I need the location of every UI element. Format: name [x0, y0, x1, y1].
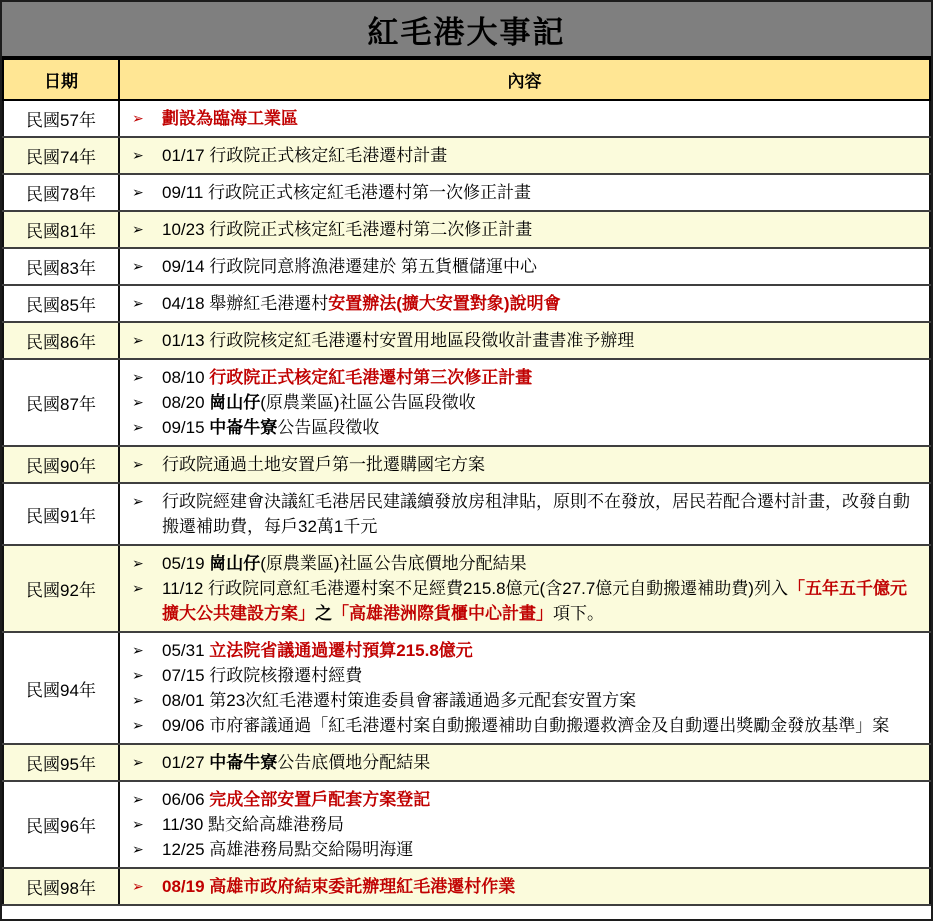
text-segment: 09/06 市府審議通過「紅毛港遷村案自動搬遷補助自動搬遷救濟金及自動遷出獎勵金發放基準」案 — [162, 716, 890, 735]
text-segment: 08/19 高雄市政府結束委託辦理紅毛港遷村作業 — [162, 877, 516, 896]
date-cell: 民國86年 — [3, 322, 119, 359]
content-cell — [119, 359, 930, 446]
content-line — [132, 750, 921, 775]
date-cell: 民國81年 — [3, 211, 119, 248]
content-text — [162, 143, 921, 168]
bullet-arrow-icon: ➢ — [132, 147, 144, 163]
content-text — [162, 489, 921, 539]
bullet-arrow-icon: ➢ — [132, 580, 144, 596]
column-header-content: 內容 — [119, 59, 930, 100]
content-line — [132, 254, 921, 279]
content-line — [132, 106, 921, 131]
content-cell — [119, 137, 930, 174]
text-segment: 行政院正式核定紅毛港遷村第三次修正計畫 — [209, 368, 533, 387]
bullet-arrow-icon: ➢ — [132, 841, 144, 857]
bullet-arrow-icon: ➢ — [132, 754, 144, 770]
text-segment: 崗山仔 — [209, 393, 261, 412]
text-segment: 之 — [315, 604, 332, 623]
bullet-arrow-icon: ➢ — [132, 667, 144, 683]
content-cell — [119, 868, 930, 905]
table-row — [3, 211, 930, 248]
text-segment: 04/18 舉辦紅毛港遷村 — [162, 294, 329, 313]
text-segment: 01/13 行政院核定紅毛港遷村安置用地區段徵收計畫書准予辦理 — [162, 331, 635, 350]
content-line — [132, 180, 921, 205]
content-line — [132, 787, 921, 812]
table-row — [3, 100, 930, 137]
content-line — [132, 551, 921, 576]
table-header-row — [3, 59, 930, 100]
text-segment: 中崙牛寮 — [209, 418, 278, 437]
page-title: 紅毛港大事記 — [367, 14, 566, 50]
text-segment: 崗山仔 — [209, 554, 261, 573]
bullet-arrow-icon: ➢ — [132, 642, 144, 658]
content-text — [162, 365, 921, 390]
date-cell: 民國85年 — [3, 285, 119, 322]
text-segment: 公告底價地分配結果 — [277, 753, 431, 772]
content-text — [162, 415, 921, 440]
content-cell — [119, 285, 930, 322]
text-segment: 09/15 — [162, 418, 210, 437]
content-cell — [119, 174, 930, 211]
content-line — [132, 328, 921, 353]
content-cell — [119, 446, 930, 483]
text-segment: 08/01 第23次紅毛港遷村策進委員會審議通過多元配套安置方案 — [162, 691, 637, 710]
content-cell — [119, 744, 930, 781]
table-row — [3, 781, 930, 868]
bullet-arrow-icon: ➢ — [132, 816, 144, 832]
bullet-arrow-icon: ➢ — [132, 419, 144, 435]
content-line — [132, 713, 921, 738]
text-segment: 06/06 — [162, 790, 210, 809]
bullet-arrow-icon: ➢ — [132, 493, 144, 509]
text-segment: (原農業區)社區公告底價地分配結果 — [260, 554, 527, 573]
timeline-table — [2, 58, 931, 906]
table-row — [3, 137, 930, 174]
content-text — [162, 452, 921, 477]
content-text — [162, 180, 921, 205]
content-text — [162, 576, 921, 626]
content-cell — [119, 248, 930, 285]
table-row — [3, 483, 930, 545]
content-text — [162, 254, 921, 279]
bullet-arrow-icon: ➢ — [132, 258, 144, 274]
content-line — [132, 837, 921, 862]
content-text — [162, 874, 921, 899]
bullet-arrow-icon: ➢ — [132, 456, 144, 472]
text-segment: 01/27 — [162, 753, 210, 772]
content-cell — [119, 483, 930, 545]
content-cell — [119, 322, 930, 359]
text-segment: 09/14 行政院同意將漁港遷建於 第五貨櫃儲運中心 — [162, 257, 537, 276]
content-line — [132, 415, 921, 440]
text-segment: 項下。 — [553, 604, 604, 623]
content-text — [162, 217, 921, 242]
bullet-arrow-icon: ➢ — [132, 717, 144, 733]
bullet-arrow-icon: ➢ — [132, 369, 144, 385]
date-cell: 民國57年 — [3, 100, 119, 137]
content-text — [162, 663, 921, 688]
table-row — [3, 285, 930, 322]
column-header-date: 日期 — [3, 59, 119, 100]
content-line — [132, 365, 921, 390]
content-line — [132, 638, 921, 663]
table-row — [3, 446, 930, 483]
content-line — [132, 390, 921, 415]
content-cell — [119, 545, 930, 632]
text-segment: 07/15 行政院核撥遷村經費 — [162, 666, 363, 685]
bullet-arrow-icon: ➢ — [132, 295, 144, 311]
text-segment: 完成全部安置戶配套方案登記 — [209, 790, 431, 809]
date-cell: 民國83年 — [3, 248, 119, 285]
table-row — [3, 322, 930, 359]
table-row — [3, 174, 930, 211]
bullet-arrow-icon: ➢ — [132, 221, 144, 237]
bullet-arrow-icon: ➢ — [132, 110, 144, 126]
content-cell — [119, 632, 930, 744]
text-segment: 12/25 高雄港務局點交給陽明海運 — [162, 840, 414, 859]
text-segment: 立法院省議通過遷村預算215.8億元 — [209, 641, 473, 660]
content-text — [162, 812, 921, 837]
text-segment: 05/31 — [162, 641, 210, 660]
table-row — [3, 359, 930, 446]
text-segment: 05/19 — [162, 554, 210, 573]
text-segment: 01/17 行政院正式核定紅毛港遷村計畫 — [162, 146, 448, 165]
bullet-arrow-icon: ➢ — [132, 692, 144, 708]
date-cell: 民國94年 — [3, 632, 119, 744]
text-segment: (原農業區)社區公告區段徵收 — [260, 393, 476, 412]
text-segment: 行政院通過土地安置戶第一批遷購國宅方案 — [162, 455, 485, 474]
content-text — [162, 688, 921, 713]
content-text — [162, 750, 921, 775]
content-line — [132, 688, 921, 713]
title-bar — [2, 2, 931, 58]
timeline-table-body — [3, 100, 930, 905]
content-text — [162, 787, 921, 812]
bullet-arrow-icon: ➢ — [132, 184, 144, 200]
text-segment: 劃設為臨海工業區 — [162, 109, 298, 128]
table-row — [3, 868, 930, 905]
content-text — [162, 328, 921, 353]
text-segment: 10/23 行政院正式核定紅毛港遷村第二次修正計畫 — [162, 220, 533, 239]
content-line — [132, 576, 921, 626]
date-cell: 民國91年 — [3, 483, 119, 545]
text-segment: 11/12 行政院同意紅毛港遷村案不足經費215.8億元(含27.7億元自動搬遷補助費)列入 — [162, 579, 788, 598]
date-cell: 民國87年 — [3, 359, 119, 446]
content-line — [132, 143, 921, 168]
text-segment: 08/20 — [162, 393, 210, 412]
bullet-arrow-icon: ➢ — [132, 332, 144, 348]
text-segment: 「五年五千億元擴大公共建設方案」 — [162, 579, 907, 623]
text-segment: 公告區段徵收 — [277, 418, 380, 437]
content-text — [162, 638, 921, 663]
bullet-arrow-icon: ➢ — [132, 555, 144, 571]
date-cell: 民國98年 — [3, 868, 119, 905]
text-segment: 08/10 — [162, 368, 210, 387]
bullet-arrow-icon: ➢ — [132, 394, 144, 410]
content-text — [162, 390, 921, 415]
content-text — [162, 291, 921, 316]
content-cell — [119, 211, 930, 248]
table-row — [3, 632, 930, 744]
content-line — [132, 489, 921, 539]
text-segment: 11/30 點交給高雄港務局 — [162, 815, 345, 834]
content-line — [132, 452, 921, 477]
text-segment: 09/11 行政院正式核定紅毛港遷村第一次修正計畫 — [162, 183, 532, 202]
text-segment: 安置辦法(擴大安置對象)說明會 — [328, 294, 561, 313]
content-cell — [119, 100, 930, 137]
content-cell — [119, 781, 930, 868]
date-cell: 民國90年 — [3, 446, 119, 483]
content-line — [132, 217, 921, 242]
content-text — [162, 551, 921, 576]
content-line — [132, 663, 921, 688]
text-segment: 中崙牛寮 — [209, 753, 278, 772]
date-cell: 民國95年 — [3, 744, 119, 781]
text-segment: 行政院經建會決議紅毛港居民建議續發放房租津貼，原則不在發放，居民若配合遷村計畫，改發自動搬遷補助費，每戶32萬1千元 — [162, 492, 910, 536]
content-text — [162, 713, 921, 738]
table-row — [3, 744, 930, 781]
bullet-arrow-icon: ➢ — [132, 791, 144, 807]
bullet-arrow-icon: ➢ — [132, 878, 144, 894]
content-line — [132, 812, 921, 837]
date-cell: 民國78年 — [3, 174, 119, 211]
content-text — [162, 106, 921, 131]
table-row — [3, 248, 930, 285]
content-line — [132, 874, 921, 899]
table-row — [3, 545, 930, 632]
date-cell: 民國96年 — [3, 781, 119, 868]
date-cell: 民國74年 — [3, 137, 119, 174]
date-cell: 民國92年 — [3, 545, 119, 632]
content-line — [132, 291, 921, 316]
text-segment: 「高雄港洲際貨櫃中心計畫」 — [332, 604, 553, 623]
content-text — [162, 837, 921, 862]
